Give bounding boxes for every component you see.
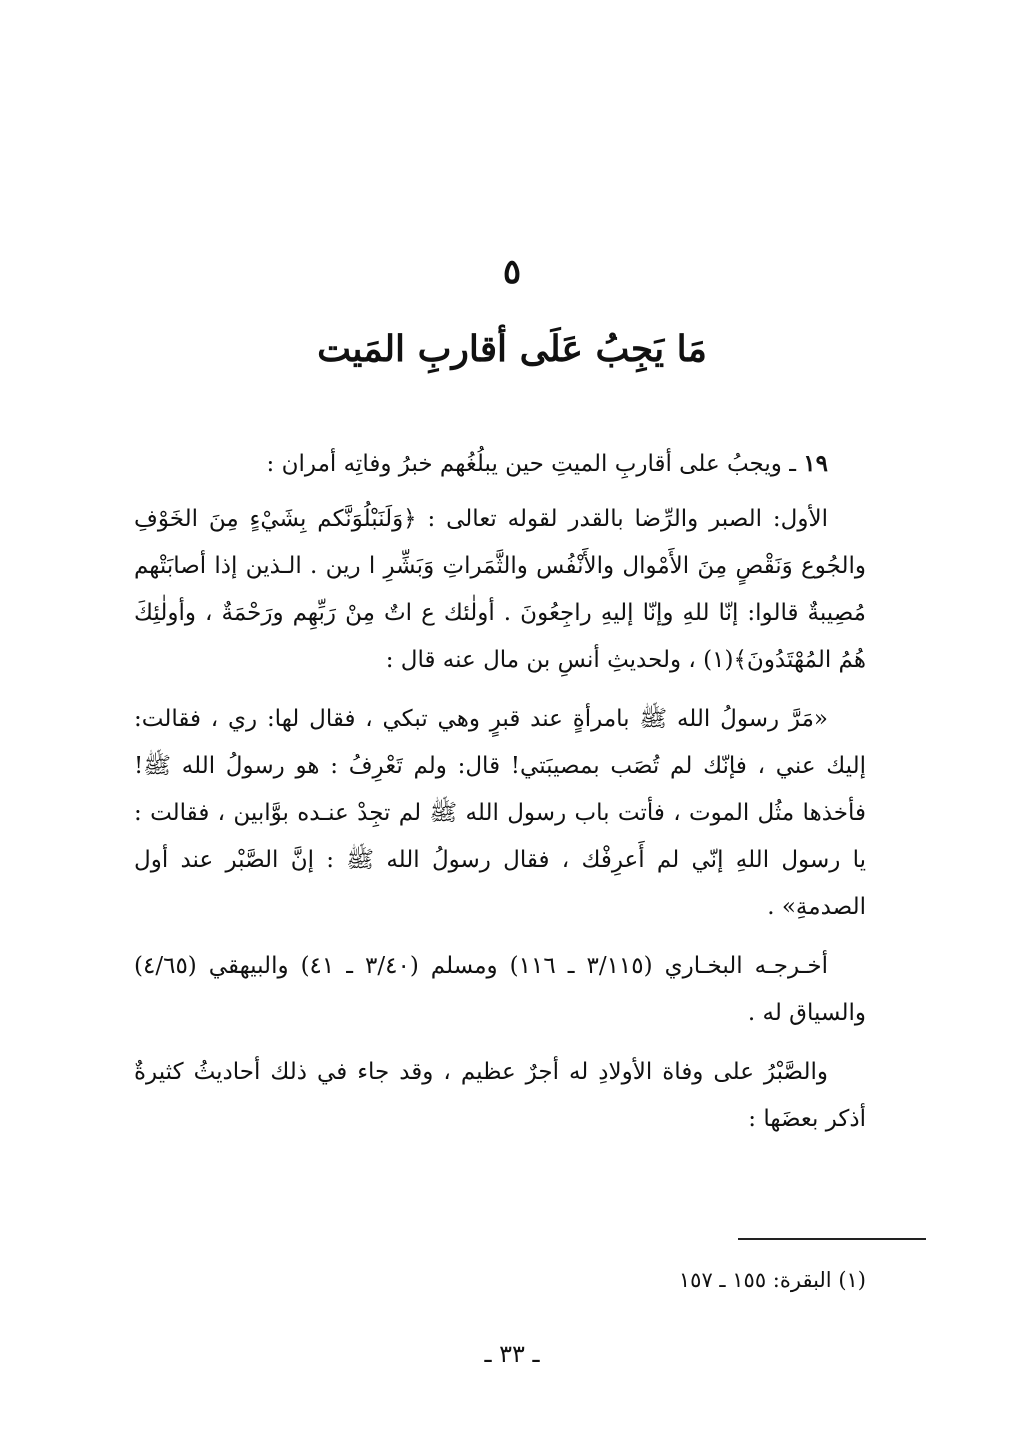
paragraph-patience-children: والصَّبْرُ على وفاة الأولادِ له أجرٌ عظيم ، وقد جاء في ذلك أحاديثُ كثيرةٌ أذكر بعضَها : (134, 1059, 866, 1132)
paragraph-takhrij: أخـرجـه البخـاري (٣/١١٥ ـ ١١٦) ومسلم (٣/٤٠ ـ ٤١) والبيهقي (٤/٦٥) والسياق له . (134, 953, 866, 1026)
paragraph-item-19 (134, 440, 866, 488)
paragraph-hadith: «مَرَّ رسولُ الله ﷺ بامرأةٍ عند قبرٍ وهي تبكي ، فقال لها: ري ، فقالت: إليك عني ، فإنّك لم تُصَب بمصيبَتي! قال: ولم تَعْرِفُ : هو رسولُ الله ﷺ! فأخذها مثُل الموت ، فأتت باب رسول الله ﷺ لم تجِدْ عنـده بوَّابين ، فقالت : يا رسول اللهِ إنّي لم أَعرِفْك ، فقال رسولُ الله ﷺ : إنَّ الصَّبْر عند أول الصدمةِ» . (134, 706, 866, 920)
item-number: ١٩ (803, 450, 828, 477)
chapter-number: ٥ (502, 252, 522, 292)
body-text (134, 440, 866, 1143)
paragraph-text: ـ ويجبُ على أقاربِ الميتِ حين يبلُغُهم خبرُ وفاتِه أمران : (266, 451, 804, 477)
chapter-title: مَا يَجِبُ عَلَى أقاربِ المَيت (317, 328, 707, 370)
footnote-divider (738, 1238, 926, 1240)
page-number: ـ ٣٣ ـ (484, 1340, 540, 1368)
paragraph-first-obligation: الأول: الصبر والرِّضا بالقدر لقوله تعالى : ﴿وَلَنَبْلُوَنَّكم بِشَيْءٍ مِنَ الخَوْفِ والجُوع وَنَقْصٍ مِنَ الأَمْوال والأَنْفُس والثَّمَراتِ وَبَشِّرِ ا رين . الـذين إذا أصابَتْهم مُصِيبةٌ قالوا: إنّا للهِ وإنّا إليهِ راجِعُونَ . أولٰئك ع اتٌ مِنْ رَبِّهِم ورَحْمَةٌ ، وأولٰئِكَ هُمُ المُهْتَدُونَ﴾(١) ، ولحديثِ أنسِ بن مال عنه قال : (134, 506, 866, 673)
footnote: (١) البقرة: ١٥٥ ـ ١٥٧ (678, 1268, 866, 1292)
